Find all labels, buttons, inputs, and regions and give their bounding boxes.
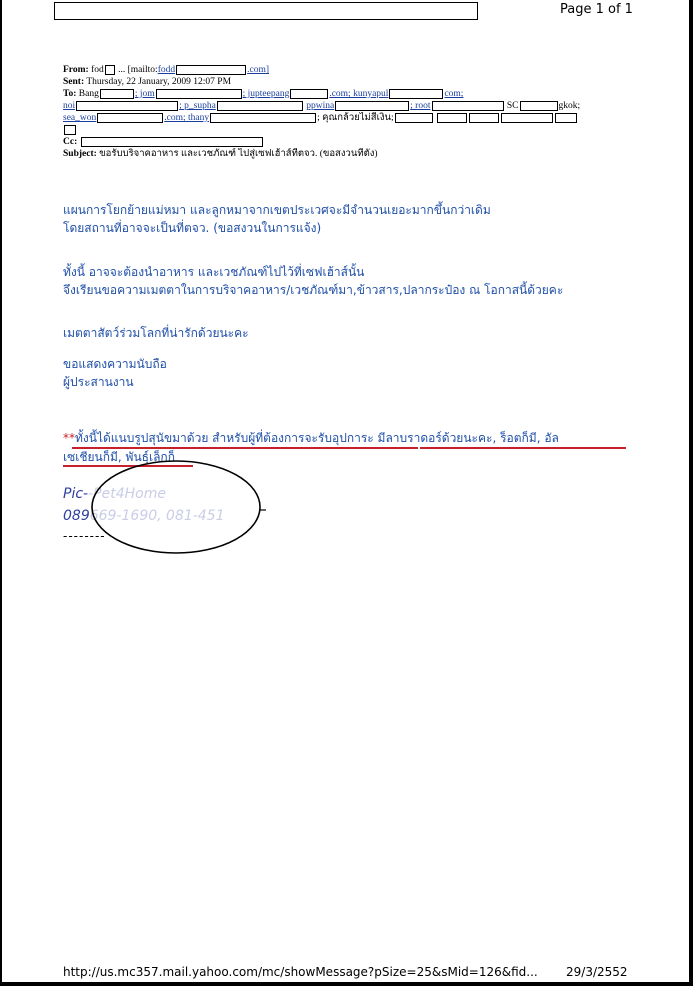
to-row-3 xyxy=(63,112,643,124)
redaction xyxy=(555,113,577,123)
redaction xyxy=(395,113,433,123)
redaction xyxy=(432,101,504,111)
paragraph-relocation-line2: โดยสถานที่อาจจะเป็นที่ตจว. (ขอสงวนในการแจ้ง) xyxy=(63,221,322,235)
to-row-2 xyxy=(63,100,643,112)
from-email-link[interactable] xyxy=(158,65,269,75)
cc-row xyxy=(63,136,643,148)
adoption-note-text: ทั้งนี้ได้แนบรูปสุนัขมาด้วย สำหรับผู้ที่ต้องการจะรับอุปการะ มีลาบราดอร์ด้วยนะคะ, ร็อตก็มี, อัล xyxy=(75,431,559,445)
redaction xyxy=(156,89,242,99)
redacted-title-box xyxy=(54,2,478,20)
footer-date: 29/3/2552 xyxy=(566,965,628,979)
from-label: From: xyxy=(63,65,89,75)
redaction xyxy=(290,89,328,99)
paragraph-donation-line2: จึงเรียนขอความเมตตาในการบริจาคอาหาร/เวชภัณฑ์มา,ข้าวสาร,ปลากระป๋อง ณ โอกาสนี้ด้วยคะ xyxy=(63,283,564,297)
from-value: fod xyxy=(91,65,104,75)
to-row-4 xyxy=(63,124,643,136)
signature-phone-faded: 669-1690, 081-451 xyxy=(89,508,225,524)
subject-label: Subject: xyxy=(63,149,97,159)
sent-value: Thursday, 22 January, 2009 12:07 PM xyxy=(86,77,232,87)
from-row xyxy=(63,64,643,76)
email-header xyxy=(63,64,643,160)
redaction xyxy=(501,113,553,123)
recipient: gkok; xyxy=(558,101,581,111)
page-border-bottom xyxy=(0,982,693,986)
recipient-link[interactable]: com; xyxy=(444,89,464,99)
sent-label: Sent: xyxy=(63,77,85,87)
to-label: To: xyxy=(63,89,77,99)
redaction xyxy=(335,101,409,111)
subject-value: ขอรับบริจาคอาหาร และเวชภัณฑ์ ไปสู่เซฟเฮ้าส์ที่ตจว. (ขอสงวนที่ตั้ง) xyxy=(99,149,378,159)
footer-url: http://us.mc357.mail.yahoo.com/mc/showMessage?pSize=25&sMid=126&fid... xyxy=(63,965,538,979)
signature-name: Pic- xyxy=(63,486,89,502)
adoption-note-line1 xyxy=(63,429,559,447)
recipient-link[interactable]: noi xyxy=(63,101,76,111)
to-row-1 xyxy=(63,88,643,100)
subject-row xyxy=(63,148,643,160)
adoption-note-line2: เซเชียนก็มี, พันธุ์เล็กก็ xyxy=(63,450,175,464)
from-email-prefix: fodd xyxy=(157,65,176,75)
paragraph-kindness: เมตตาสัตว์ร่วมโลกที่น่ารักด้วยนะคะ xyxy=(63,326,249,340)
from-email-suffix: .com] xyxy=(247,65,270,75)
recipient-link[interactable]: ; root xyxy=(410,101,431,111)
signature-separator: -------- xyxy=(63,529,106,543)
redaction xyxy=(520,101,558,111)
closing-coordinator: ผู้ประสานงาน xyxy=(63,375,134,389)
redaction xyxy=(105,65,115,75)
signature-name-faded: -Pet4Home xyxy=(88,486,166,502)
recipient-link[interactable]: ppwina xyxy=(306,101,335,111)
closing-regards: ขอแสดงความนับถือ xyxy=(63,357,167,371)
paragraph-donation-line1: ทั้งนี้ อาจจะต้องนำอาหาร และเวชภัณฑ์ไปไว้ที่เซฟเฮ้าส์นั้น xyxy=(63,265,365,279)
paragraph-relocation-line1: แผนการโยกย้ายแม่หมา และลูกหมาจากเขตประเวศจะมีจำนวนเยอะมากขึ้นกว่าเดิม xyxy=(63,203,491,217)
redaction xyxy=(210,113,316,123)
from-mailto: ... [mailto: xyxy=(118,65,158,75)
red-underline xyxy=(420,447,626,449)
redaction xyxy=(389,89,443,99)
recipient-link[interactable]: .com; thany xyxy=(164,113,210,123)
cc-label: Cc: xyxy=(63,137,78,147)
redaction-ellipse xyxy=(88,456,272,560)
page-border-left xyxy=(0,0,2,986)
recipient: Bang xyxy=(78,89,99,99)
redaction xyxy=(217,101,303,111)
adoption-note-stars: ** xyxy=(63,431,75,445)
redaction xyxy=(100,89,134,99)
recipient: ; คุณกล้วยไม่สีเงิน; xyxy=(317,113,394,123)
redaction xyxy=(437,113,467,123)
redaction xyxy=(469,113,499,123)
redaction xyxy=(176,65,246,75)
page-number: Page 1 of 1 xyxy=(560,2,633,17)
recipient-link[interactable]: ; p_supha xyxy=(179,101,216,111)
redaction xyxy=(81,137,263,147)
recipient-link[interactable]: ; jupteepang xyxy=(242,89,290,99)
page-border-right xyxy=(689,0,693,986)
recipient-link[interactable]: sea_won xyxy=(63,113,97,123)
recipient: SC xyxy=(506,101,519,111)
redaction xyxy=(64,125,76,135)
redaction xyxy=(76,101,178,111)
sent-row xyxy=(63,76,643,88)
redaction xyxy=(97,113,163,123)
signature-phone: 089 xyxy=(63,508,90,524)
recipient-link[interactable]: .com; kunyapul xyxy=(329,89,389,99)
recipient-link[interactable]: ; jom xyxy=(134,89,155,99)
